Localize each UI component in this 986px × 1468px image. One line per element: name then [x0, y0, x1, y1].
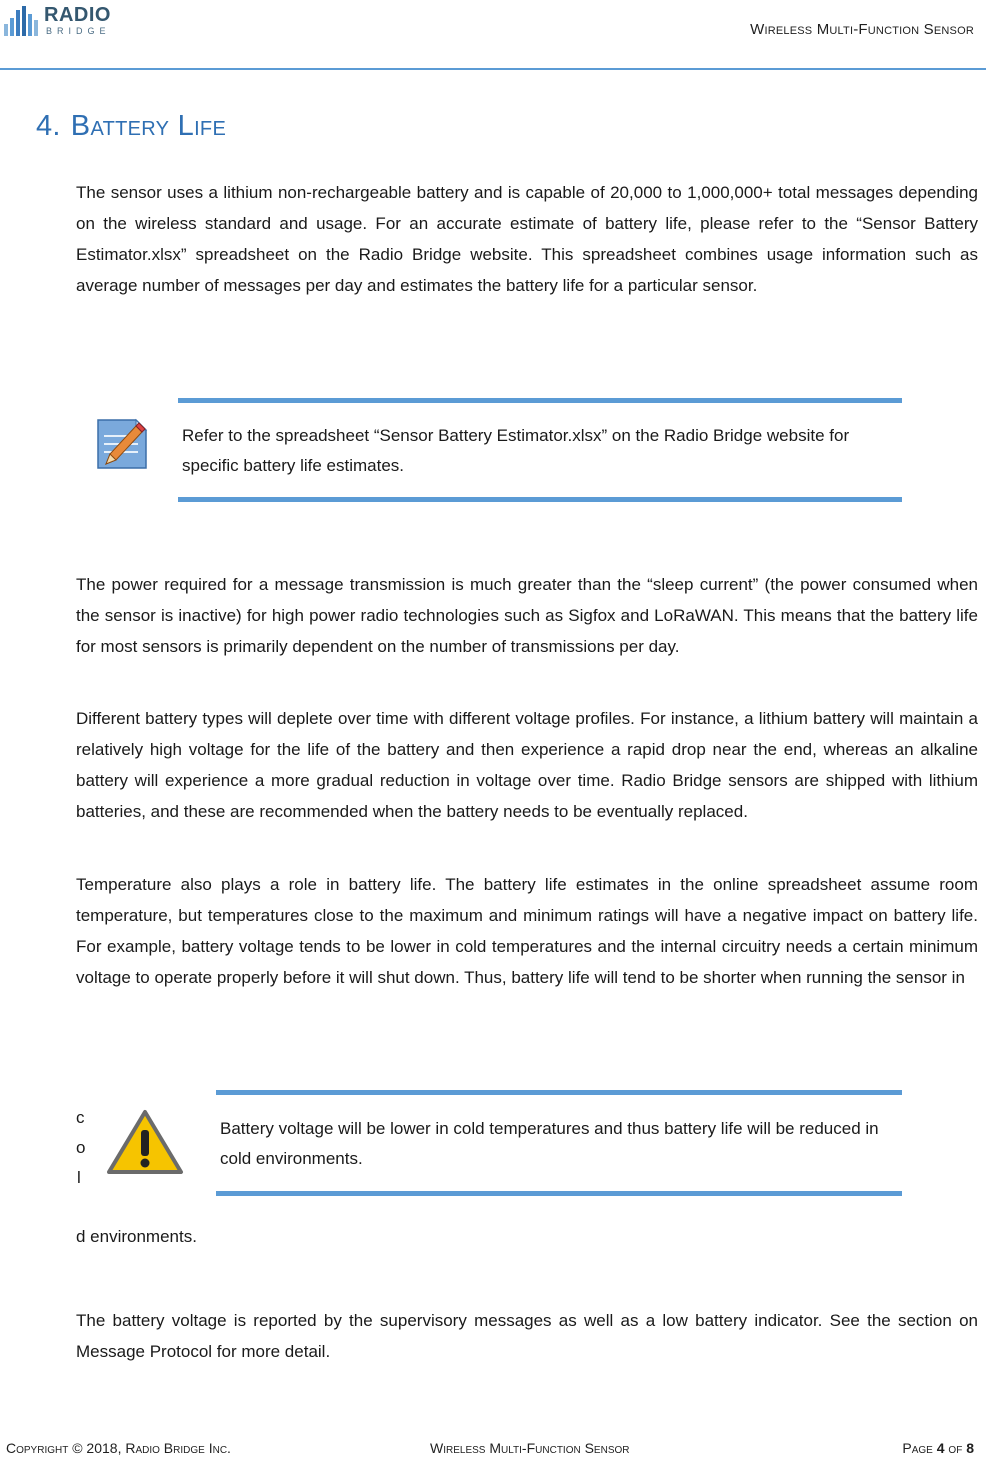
note-top-rule [178, 398, 902, 403]
paragraph-capacity: The sensor uses a lithium non-rechargeable battery and is capable of 20,000 to 1,000,000+ total messages depending on the wireless standard and usage. For an accurate estimate of battery life, please refer to the “Sensor Battery Estimator.xlsx” spreadsheet on the Radio Bridge website. This spreadsheet combines usage information such as average number of messages per day and estimates the battery life for a particular sensor. [76, 183, 978, 295]
split-letter-l: l [77, 1168, 81, 1187]
paragraph-temperature: Temperature also plays a role in battery life. The battery life estimates in the online spreadsheet assume room temperature, but temperatures close to the maximum and minimum ratings will have a negative impact on battery life. For example, battery voltage tends to be lower in cold temperatures and the internal circuitry needs a certain minimum voltage to operate properly before it will shut down. Thus, battery life will tend to be shorter when running the sensor in [76, 875, 978, 987]
warning-icon [106, 1108, 184, 1176]
note-callout-text: Refer to the spreadsheet “Sensor Battery Estimator.xlsx” on the Radio Bridge website for specific battery life estimates. [182, 426, 850, 475]
footer-page-label: Page [902, 1440, 933, 1456]
note-pencil-icon [92, 414, 152, 472]
section-number: 4. [36, 110, 61, 142]
section-title: Battery Life [70, 110, 227, 142]
header-doc-title: Wireless Multi-Function Sensor [750, 21, 974, 38]
split-letter-o: o [76, 1138, 86, 1157]
paragraph-voltage-report: The battery voltage is reported by the supervisory messages as well as a low battery indicator. See the section on Message Protocol for more detail. [76, 1311, 978, 1361]
company-logo [4, 4, 124, 40]
header-divider [0, 68, 986, 70]
logo-wordmark: RADIO [44, 4, 111, 26]
paragraph-temperature-end: d environments. [76, 1227, 197, 1246]
warning-callout-text: Battery voltage will be lower in cold temperatures and thus battery life will be reduced in cold environments. [220, 1119, 879, 1168]
warning-top-rule [216, 1090, 902, 1095]
footer-doc-title: Wireless Multi-Function Sensor [430, 1440, 630, 1456]
paragraph-battery-types: Different battery types will deplete over time with different voltage profiles. For instance, a lithium battery will maintain a relatively high voltage for the life of the battery and then experience a rapid drop near the end, whereas an alkaline battery will experience a more gradual reduction in voltage over time. Radio Bridge sensors are shipped with lithium batteries, and these are recommended when the battery needs to be eventually replaced. [76, 709, 978, 821]
footer-of-label: of [948, 1440, 963, 1456]
footer-page-total: 8 [966, 1440, 974, 1456]
paragraph-power: The power required for a message transmission is much greater than the “sleep current” (the power consumed when the sensor is inactive) for high power radio technologies such as Sigfox and LoRaWAN. This means that the battery life for most sensors is primarily dependent on the number of transmissions per day. [76, 575, 978, 656]
footer-page-number [902, 1440, 974, 1456]
section-heading [36, 110, 226, 143]
logo-subtitle: BRIDGE [46, 26, 111, 36]
logo-bars-icon [4, 6, 40, 36]
footer-copyright: Copyright © 2018, Radio Bridge Inc. [6, 1440, 231, 1456]
split-letter-c: c [76, 1108, 85, 1127]
note-bottom-rule [178, 497, 902, 502]
footer-page-current: 4 [936, 1440, 945, 1456]
warning-bottom-rule [216, 1191, 902, 1196]
